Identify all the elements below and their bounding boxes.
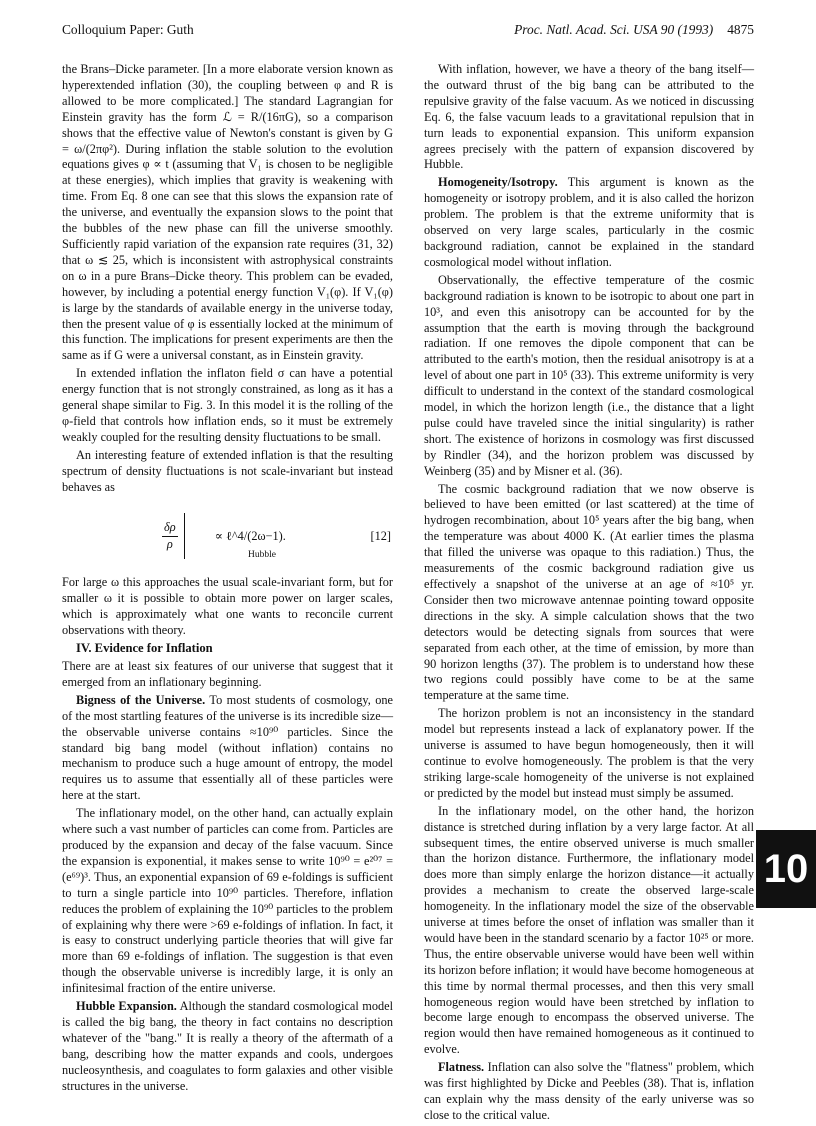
header-left: Colloquium Paper: Guth xyxy=(62,22,194,37)
header-right xyxy=(514,22,754,38)
page-number: 4875 xyxy=(727,22,754,37)
paragraph: Homogeneity/Isotropy. This argument is known as the homogeneity or isotropy problem, and it is also called the horizon problem. The problem is that the extreme uniformity that is observed on very large scales, particularly in the cosmic background radiation, cannot be explained in the standard cosmological model without inflation. xyxy=(424,175,754,269)
journal-citation: Proc. Natl. Acad. Sci. USA 90 (1993) xyxy=(514,22,714,37)
running-header xyxy=(62,22,754,42)
paragraph: In extended inflation the inflaton field σ can have a potential energy function that is not strongly constrained, as long as it has a general shape similar to Fig. 3. In this model it is the rolling of the φ-field that controls how inflation ends, so it must be extremely weakly coupled for the resulting density fluctuations to be small. xyxy=(62,366,393,444)
evaluation-bar xyxy=(184,513,185,559)
paragraph: the Brans–Dicke parameter. [In a more elaborate version known as hyperextended inflation (30), the coupling between φ and R is allowed to be more complicated.] The standard Lagrangian for Einstein gravity has the form ℒ = R/(16πG), so a comparison shows that the effective value of Newton's constant is given by G = ω/(2πφ²). During inflation the stable solution to the evolution equations gives φ ∝ t (assuming that V₁ is chosen to be negligible at these energies), which implies that gravity is weakening with time. From Eq. 8 one can see that this slows the expansion rate of the universe, and eventually the expansion slows to the point that the bubbles of the new phase can fill the universe smoothly. Sufficiently rapid variation of the expansion rate requires (31, 32) that ω ≲ 25, which is inconsistent with astrophysical constraints on ω in a pure Brans–Dicke theory. This problem can be evaded, however, by including a potential energy function V₁(φ). If V₁(φ) is large by the standards of available energy in the universe today, then the present value of φ is essentially locked at the minimum of this function. The implications for present experiments are then the same as if G were a universal constant, as in Einstein gravity. xyxy=(62,62,393,363)
equation-rhs: ∝ ℓ^4/(2ω−1). xyxy=(214,528,286,543)
paragraph-heading: Hubble Expansion. xyxy=(76,999,177,1014)
paragraph: Hubble Expansion. Although the standard cosmological model is called the big bang, the theory in fact contains no description whatever of the "bang." It is really a theory of the aftermath of a bang, describing how the matter expands and cools, undergoes nucleosynthesis, and coagulates to form galaxies and other visible structures in the universe. xyxy=(62,999,393,1093)
paragraph-heading: Homogeneity/Isotropy. xyxy=(438,175,558,190)
paragraph: An interesting feature of extended inflation is that the resulting spectrum of density fluctuations is not scale-invariant but instead behaves as xyxy=(62,447,393,494)
paragraph: In the inflationary model, on the other hand, the horizon distance is stretched during inflation by a very large factor. At all subsequent times, the entire observed universe is much smaller than the horizon distance. Furthermore, the inflationary model does more than simply enlarge the horizon distance—it actually provides a mechanism to create the observed large-scale homogeneity. In the inflationary model the size of the observable universe at times before the onset of inflation was smaller than it would have been in the standard scenario by a factor 10²⁵ or more. Thus, the entire observable universe would have been well within its horizon before inflation; it would have become homogeneous at this time by normal thermal processes, and then this very small homogeneous region would have been stretched by inflation to become large enough to encompass the observed universe. The region would then have remained homogeneous as it continued to evolve. xyxy=(424,803,754,1057)
equation-denominator: ρ xyxy=(166,536,173,551)
paragraph: Flatness. Inflation can also solve the "flatness" problem, which was first highlighted by Dicke and Peebles (38). That is, inflation can explain why the mass density of the early universe was so close to the critical value. xyxy=(424,1060,754,1122)
paragraph: With inflation, however, we have a theory of the bang itself—the outward thrust of the big bang can be attributed to the repulsive gravity of the false vacuum. As we noticed in discussing Eq. 6, the false vacuum leads to a gravitational repulsion that in turn leads to exponential expansion. This uniform expansion agrees precisely with the pattern of expansion discovered by Hubble. xyxy=(424,62,754,172)
equation-subscript: Hubble xyxy=(248,549,276,560)
paragraph: The horizon problem is not an inconsistency in the standard model but represents instead a lack of explanatory power. If the universe is assumed to have begun homogeneously, then it will continue to evolve homogeneously. The problem is that the very striking large-scale homogeneity of the universe is not explained or predicted by the model but instead must simply be assumed. xyxy=(424,706,754,800)
section-heading: IV. Evidence for Inflation xyxy=(76,641,213,656)
paragraph: The inflationary model, on the other hand, can actually explain where such a vast number of particles can come from. Particles are produced by the expansion and decay of the false vacuum. Since the expansion is exponential, it makes sense to write 10⁹⁰ = e²⁰⁷ = (e⁶⁹)³. Thus, an exponential expansion of 69 e-foldings is sufficient to turn a single particle into 10⁹⁰ particles. Therefore, inflation reduces the problem of explaining the 10⁹⁰ particles to the problem of explaining why there were >69 e-foldings of inflation. In fact, it is easy to construct underlying particle theories that will give far more than 69 e-foldings of inflation. The suggestion is that even though the observable universe is incredibly large, it is only an infinitesimal fraction of the entire universe. xyxy=(62,806,393,996)
paragraph: The cosmic background radiation that we now observe is believed to have been emitted (or last scattered) at the time of hydrogen recombination, about 10⁵ years after the big bang, when the temperature was about 4000 K. (At earlier times the plasma that filled the universe was opaque to this radiation.) Thus, the measurements of the cosmic background radiation give us effectively a snapshot of the universe at an age of ≈10⁵ yr. Consider then two microwave antennae pointing toward opposite directions in the sky. A simple calculation shows that the two detectors would be detecting signals from sources that were separated from each other, at the time of emission, by more than 90 horizon lengths (37). The problem is to understand how these two regions could possibly have come to be at the same temperature at the same time. xyxy=(424,481,754,703)
paragraph: Observationally, the effective temperature of the cosmic background radiation is known to be isotropic to about one part in 10³, and even this anisotropy can be accounted for by the assumption that the earth is moving through the background radiation. If one removes the dipole component that can be attributed to the earth's motion, then the residual anisotropy is at a level of about one part in 10⁵ (33). This extreme uniformity is very difficult to understand in the context of the standard cosmological model, in which the horizon length (i.e., the distance that a light pulse could have traveled since the initial singularity) is rather short. The existence of horizons in cosmology was first discussed by Rindler (34), and the horizon problem was discussed by Weinberg (35) and by Misner et al. (36). xyxy=(424,272,754,478)
paragraph: There are at least six features of our universe that suggest that it emerged from an inflationary beginning. xyxy=(62,659,393,689)
chapter-tab: 10 xyxy=(756,830,816,908)
equation-label: [12] xyxy=(370,528,391,543)
paragraph-heading: Bigness of the Universe. xyxy=(76,692,206,707)
equation-fraction xyxy=(162,520,178,553)
equation-12 xyxy=(62,507,393,565)
right-column xyxy=(424,62,754,1126)
paragraph: Bigness of the Universe. To most students of cosmology, one of the most startling features of the universe is its incredible size—the observable universe contains ≈10⁹⁰ particles. Since the standard big bang model (without inflation) contains no mechanism to produce such a huge amount of entropy, the model requires us to assume that essentially all of these particles were here at the start. xyxy=(62,692,393,803)
paragraph-heading: Flatness. xyxy=(438,1060,485,1075)
paragraph: For large ω this approaches the usual scale-invariant form, but for smaller ω it is possible to obtain more power on larger scales, which is approximately what one wants to reconcile current observations with theory. xyxy=(62,575,393,638)
left-column xyxy=(62,62,393,1096)
equation-numerator: δρ xyxy=(162,520,178,537)
